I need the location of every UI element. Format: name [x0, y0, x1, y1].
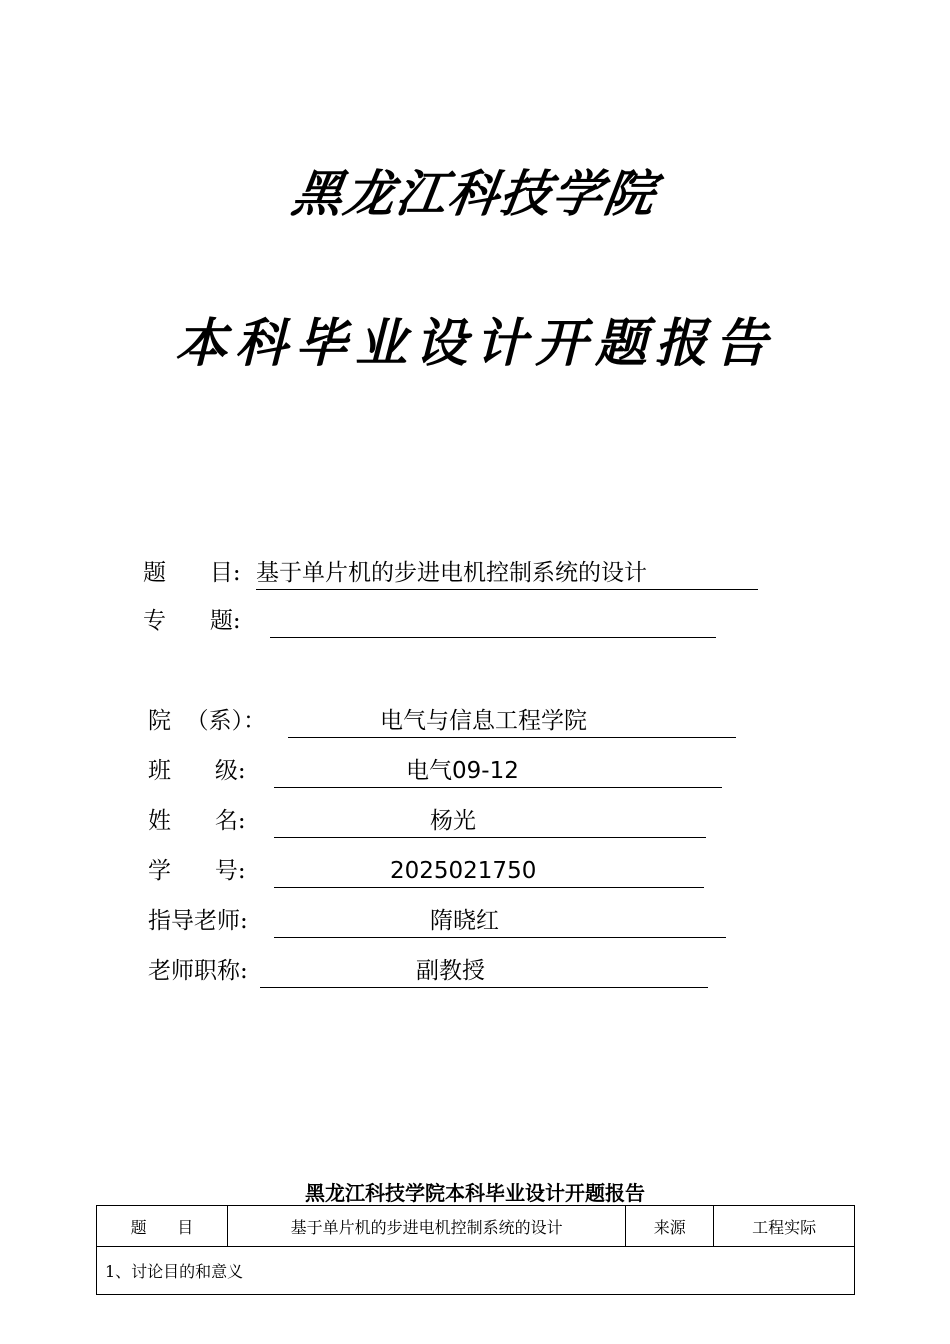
school-name-calligraphy: 黑龙江科技学院 — [288, 164, 661, 223]
field-student-id-label: 学 号: — [148, 858, 246, 884]
field-topic-label: 题 目: — [143, 560, 241, 586]
cell-topic-label: 题 目 — [97, 1206, 228, 1247]
field-class-label: 班 级: — [148, 758, 246, 784]
field-name-label: 姓 名: — [148, 808, 246, 834]
cell-topic-value: 基于单片机的步进电机控制系统的设计 — [227, 1206, 625, 1247]
field-student-id-value — [274, 854, 704, 888]
field-topic — [143, 556, 763, 590]
field-advisor-title — [148, 954, 718, 988]
report-info-table — [96, 1205, 855, 1295]
field-class — [148, 754, 728, 788]
field-advisor-label: 指导老师: — [148, 908, 248, 934]
field-topic-text: 基于单片机的步进电机控制系统的设计 — [256, 560, 647, 586]
field-department-text: 电气与信息工程学院 — [380, 708, 587, 734]
cell-source-label: 来源 — [626, 1206, 714, 1247]
field-advisor — [148, 904, 738, 938]
field-class-text: 电气09-12 — [406, 758, 519, 784]
field-advisor-title-text: 副教授 — [416, 958, 485, 984]
report-title: 本科毕业设计开题报告 — [174, 312, 775, 374]
cell-source-value: 工程实际 — [714, 1206, 855, 1247]
field-class-value — [274, 754, 722, 788]
report-table-title: 黑龙江科技学院本科毕业设计开题报告 — [305, 1181, 645, 1205]
field-student-id — [148, 854, 718, 888]
field-department-label: 院 （系）： — [148, 708, 267, 734]
table-row — [97, 1247, 855, 1295]
field-special-topic-label: 专 题: — [143, 608, 241, 634]
field-topic-value — [256, 556, 758, 590]
field-department — [148, 704, 748, 738]
field-advisor-text: 隋晓红 — [430, 908, 499, 934]
field-special-topic — [143, 604, 723, 638]
field-special-topic-value — [270, 604, 716, 638]
table-row — [97, 1206, 855, 1247]
field-name-value — [274, 804, 706, 838]
field-name-text: 杨光 — [430, 808, 476, 834]
field-advisor-value — [274, 904, 726, 938]
cell-section-purpose: 1、讨论目的和意义 — [97, 1247, 855, 1295]
field-student-id-text: 2025021750 — [390, 858, 537, 884]
field-advisor-title-label: 老师职称: — [148, 958, 248, 984]
field-department-value — [288, 704, 736, 738]
field-advisor-title-value — [260, 954, 708, 988]
field-name — [148, 804, 718, 838]
